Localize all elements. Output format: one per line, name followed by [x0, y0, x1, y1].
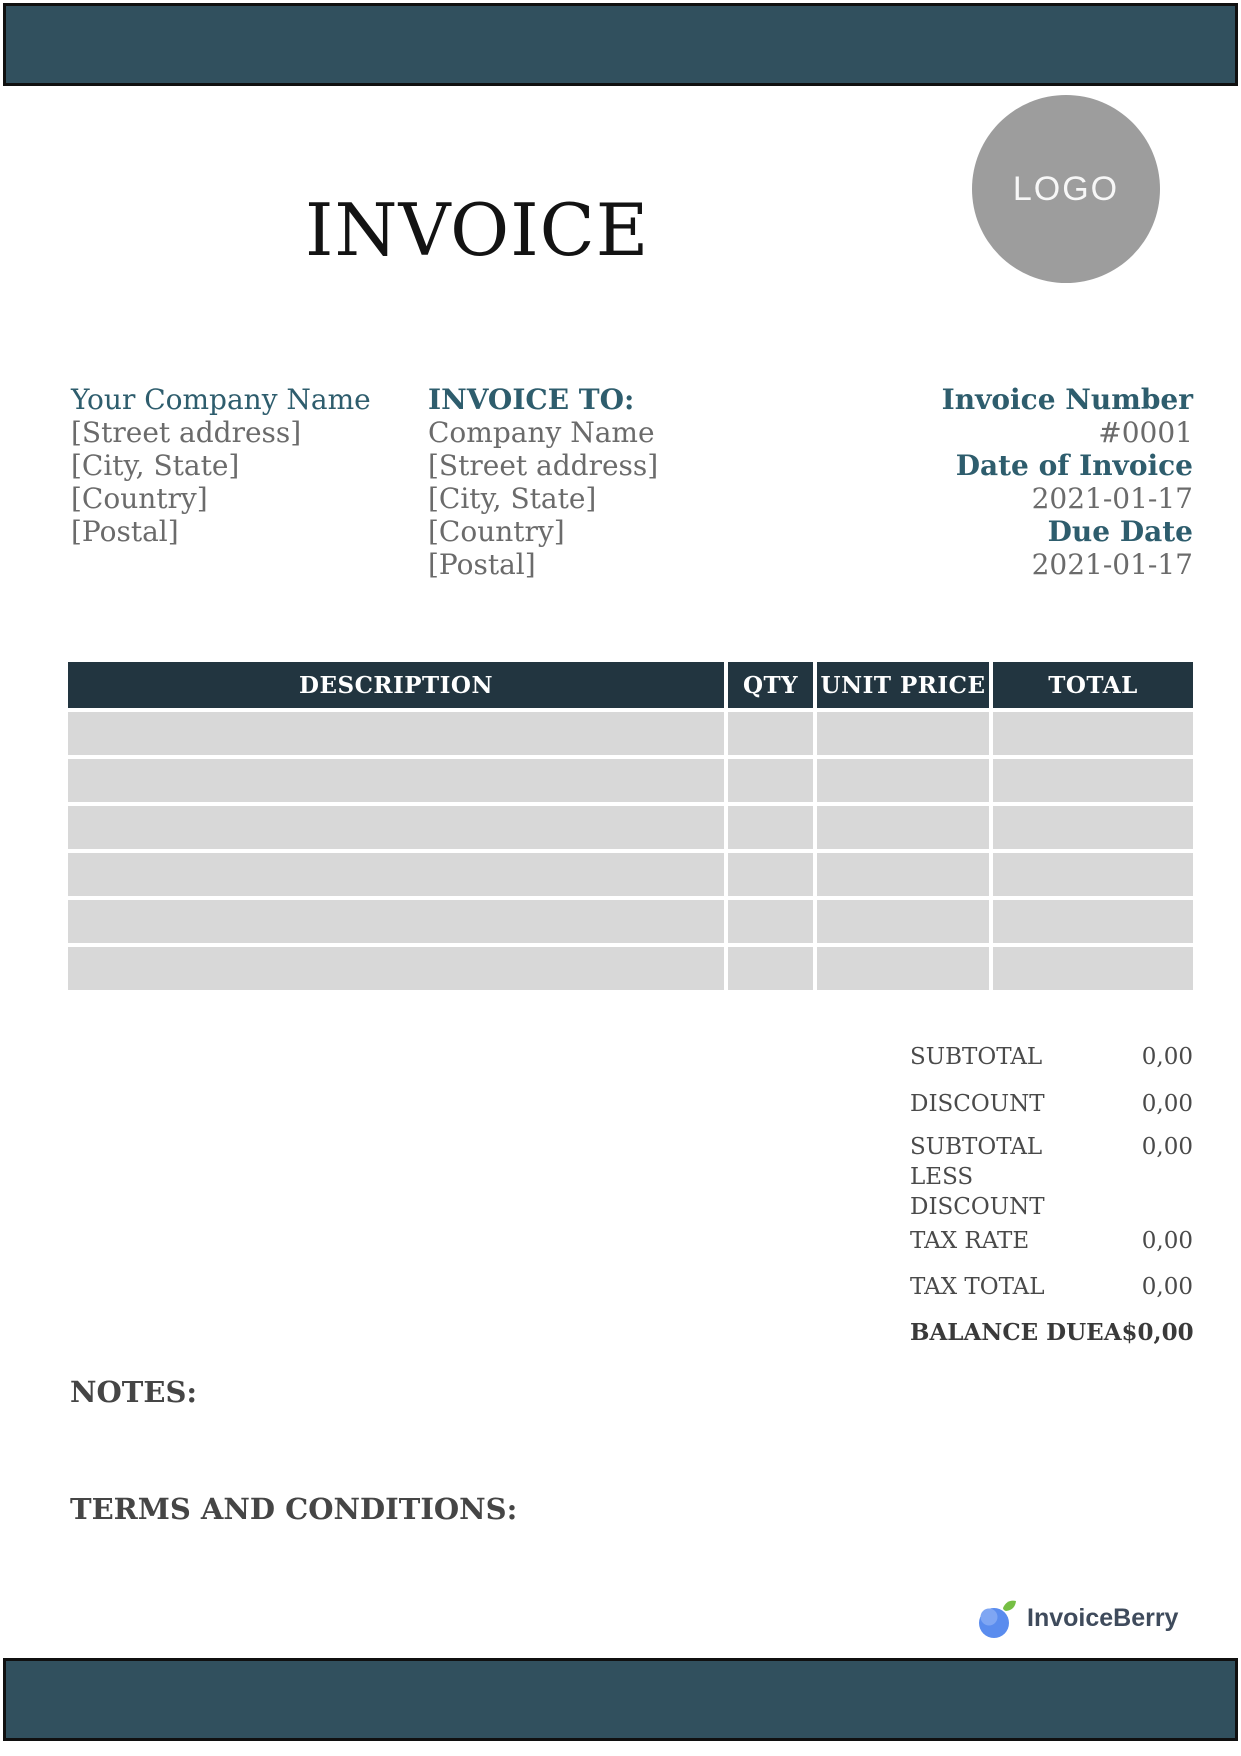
discount-label: DISCOUNT — [910, 1091, 1045, 1117]
invoice-meta-block — [942, 383, 1193, 581]
item-cell — [993, 853, 1193, 896]
item-cell — [817, 806, 989, 849]
subtotal-row — [910, 1042, 1193, 1072]
subtotal-label: SUBTOTAL — [910, 1044, 1043, 1070]
subtotal-less-discount-value: 0,00 — [1141, 1134, 1193, 1160]
due-date-label: Due Date — [1047, 515, 1193, 548]
item-cell — [68, 900, 724, 943]
due-date-value: 2021-01-17 — [1031, 548, 1193, 581]
item-cell — [728, 853, 813, 896]
page-title: INVOICE — [305, 188, 650, 272]
balance-due-row — [910, 1318, 1193, 1348]
company-city-state: [City, State] — [71, 449, 240, 482]
tax-rate-label: TAX RATE — [910, 1228, 1030, 1254]
subtotal-less-discount-label: SUBTOTAL LESS DISCOUNT — [910, 1134, 1045, 1220]
company-info-block — [71, 383, 371, 548]
item-cell — [68, 759, 724, 802]
tax-rate-value: 0,00 — [1141, 1228, 1193, 1254]
top-accent-bar — [3, 3, 1238, 86]
totals-section — [910, 1042, 1193, 1348]
column-header-description: DESCRIPTION — [68, 662, 724, 708]
logo-placeholder — [972, 95, 1160, 283]
invoice-number-value: #0001 — [1098, 416, 1193, 449]
tax-total-value: 0,00 — [1141, 1274, 1193, 1300]
item-cell — [728, 759, 813, 802]
item-cell — [728, 900, 813, 943]
item-cell — [728, 947, 813, 990]
item-cell — [817, 712, 989, 755]
tax-total-label: TAX TOTAL — [910, 1274, 1045, 1300]
item-cell — [993, 947, 1193, 990]
tax-rate-row — [910, 1226, 1193, 1256]
invoiceberry-brand-name: InvoiceBerry — [1027, 1603, 1179, 1632]
item-cell — [993, 712, 1193, 755]
subtotal-less-discount-row — [910, 1132, 1193, 1222]
balance-due-label: BALANCE DUE — [910, 1319, 1104, 1346]
discount-row — [910, 1089, 1193, 1119]
tax-total-row — [910, 1272, 1193, 1302]
invoice-to-heading: INVOICE TO: — [428, 383, 635, 416]
company-country: [Country] — [71, 482, 208, 515]
invoiceberry-berry-icon — [978, 1596, 1018, 1640]
date-of-invoice-value: 2021-01-17 — [1031, 482, 1193, 515]
client-city-state: [City, State] — [428, 482, 597, 515]
item-cell — [68, 712, 724, 755]
invoice-number-label: Invoice Number — [941, 383, 1193, 416]
client-country: [Country] — [428, 515, 565, 548]
item-cell — [817, 853, 989, 896]
item-cell — [817, 947, 989, 990]
invoice-to-block — [428, 383, 658, 581]
column-header-unit-price: UNIT PRICE — [817, 662, 989, 708]
item-cell — [817, 759, 989, 802]
company-street: [Street address] — [71, 416, 302, 449]
item-cell — [68, 947, 724, 990]
column-header-total: TOTAL — [993, 662, 1193, 708]
item-cell — [728, 712, 813, 755]
client-street: [Street address] — [428, 449, 659, 482]
item-cell — [728, 806, 813, 849]
invoiceberry-branding — [978, 1596, 1178, 1640]
company-postal: [Postal] — [71, 515, 179, 548]
item-cell — [68, 853, 724, 896]
balance-due-value: A$0,00 — [1103, 1319, 1194, 1346]
company-name: Your Company Name — [71, 383, 371, 416]
bottom-accent-bar — [3, 1658, 1238, 1741]
item-cell — [993, 900, 1193, 943]
item-cell — [993, 806, 1193, 849]
item-cell — [993, 759, 1193, 802]
column-header-qty: QTY — [728, 662, 813, 708]
item-cell — [68, 806, 724, 849]
items-table — [68, 662, 1193, 990]
item-cell — [817, 900, 989, 943]
terms-label: TERMS AND CONDITIONS: — [70, 1492, 518, 1526]
discount-value: 0,00 — [1141, 1091, 1193, 1117]
logo-placeholder-text: LOGO — [1012, 169, 1120, 208]
client-postal: [Postal] — [428, 548, 536, 581]
subtotal-value: 0,00 — [1141, 1044, 1193, 1070]
date-of-invoice-label: Date of Invoice — [955, 449, 1193, 482]
notes-label: NOTES: — [70, 1375, 198, 1409]
client-company-name: Company Name — [428, 416, 655, 449]
